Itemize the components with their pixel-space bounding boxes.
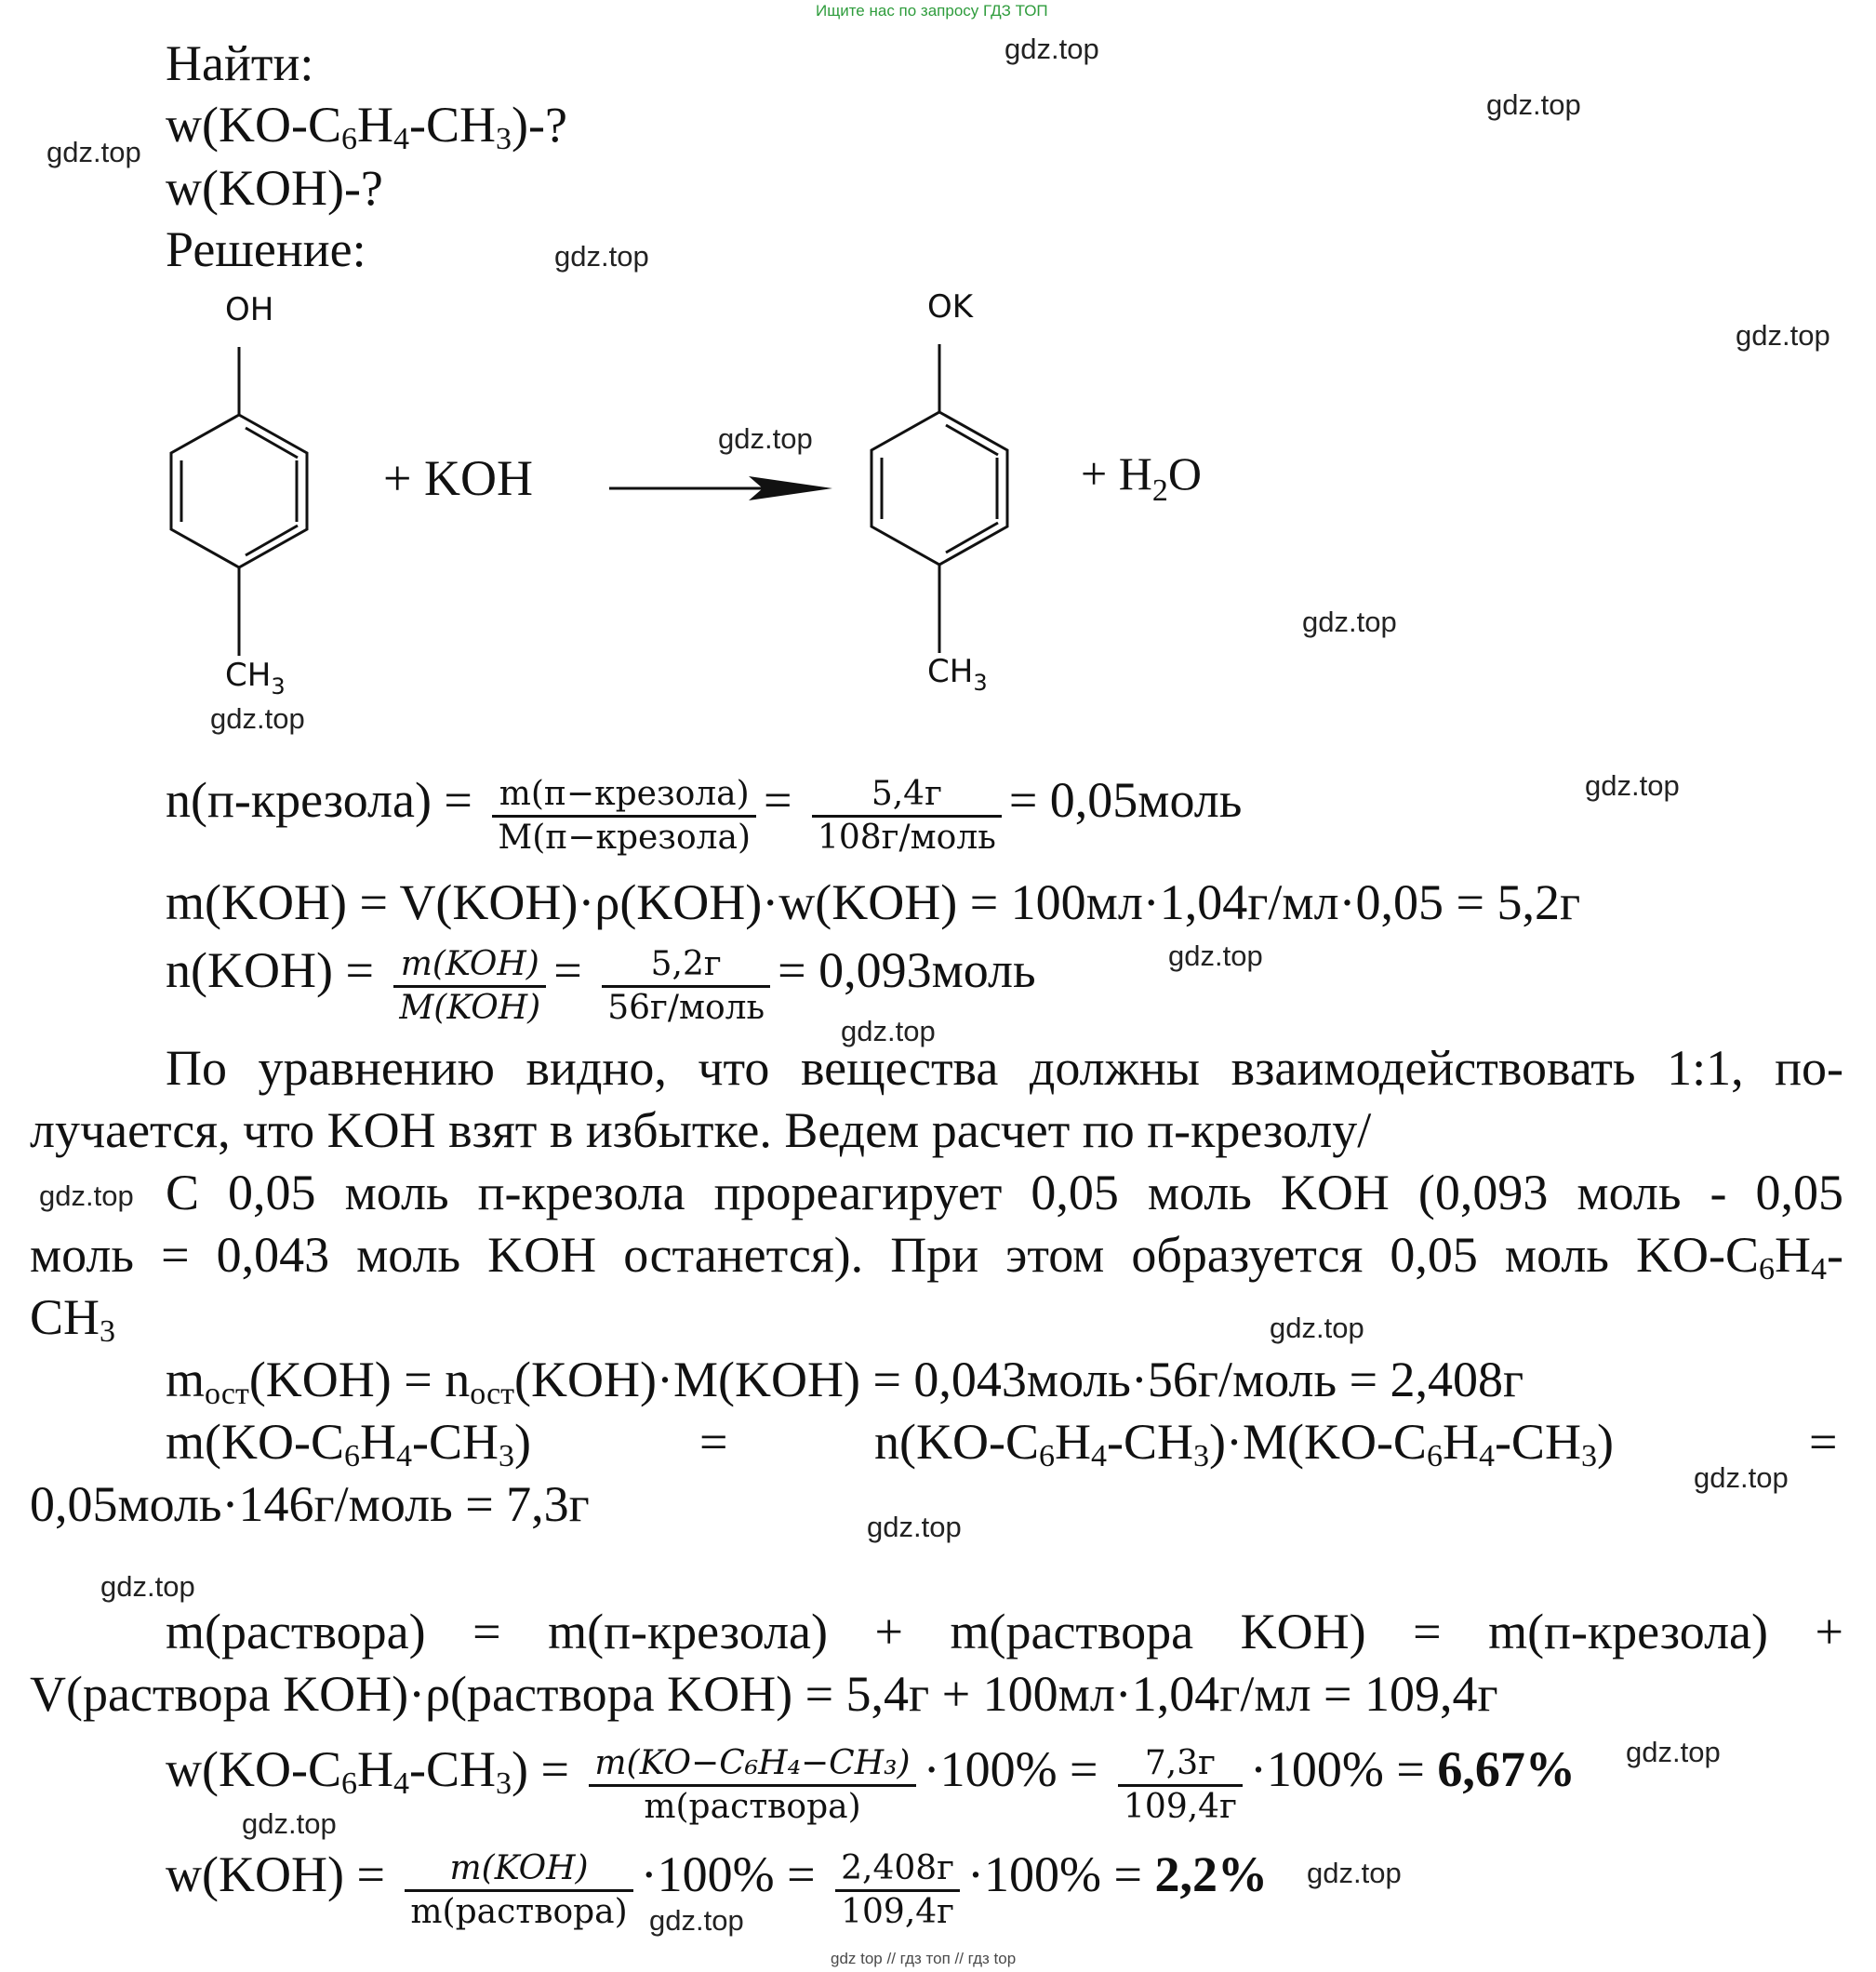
equation-m-solution-line1: m(раствора) = m(п-крезола) + m(раствора KOH) = m(п-крезола) + xyxy=(166,1604,1843,1659)
product-ok-label: OK xyxy=(927,288,974,326)
reaction-arrow xyxy=(609,476,832,500)
watermark: gdz.top xyxy=(1302,606,1397,638)
equation-m-product-line1-right: $n(KO-C_6H_4-CH_3)\cdot M(KO-C_6H_4-CH_3)$ xyxy=(874,1414,1614,1473)
watermark: gdz.top xyxy=(39,1179,134,1212)
watermark: gdz.top xyxy=(867,1511,962,1543)
equation-m-product-line2: 0,05моль·146г/моль = 7,3г xyxy=(30,1476,590,1532)
equation-m-solution-line2: V(раствора KOH)·ρ(раствора KOH) = 5,4г + 100мл·1,04г/мл = 109,4г xyxy=(30,1666,1498,1722)
result-w-koh: 2,2% xyxy=(1154,1846,1268,1902)
watermark: gdz.top xyxy=(554,240,649,273)
watermark: gdz.top xyxy=(47,136,141,168)
equation-m-product-equals-end: = xyxy=(1809,1414,1838,1470)
watermark: gdz.top xyxy=(718,422,813,455)
reactant-oh-label: OH xyxy=(225,291,274,328)
find-heading: Найти: xyxy=(166,35,314,91)
potassium-p-cresolate-structure xyxy=(871,344,1007,653)
watermark: gdz.top xyxy=(1694,1461,1789,1494)
solution-heading: Решение: xyxy=(166,221,366,277)
equation-m-koh: m(KOH) = V(KOH)·ρ(KOH)·w(KOH) = 100мл·1,04г/мл·0,05 = 5,2г xyxy=(166,874,1581,930)
watermark: gdz.top xyxy=(210,702,305,735)
find-question-2: w(KOH)-? xyxy=(166,160,383,216)
footer-note: gdz top // гдз топ // гдз top xyxy=(831,1950,1017,1967)
paragraph-reaction-amounts: С 0,05 моль п-крезола прореагирует 0,05 моль KOH (0,093 моль - 0,05 моль = 0,043 моль KOH останется). При этом образуется 0,05 моль $KO-C_6H_4-$ $CH_3$ xyxy=(30,1165,1843,1349)
watermark: gdz.top xyxy=(1585,769,1680,802)
watermark: gdz.top xyxy=(1307,1857,1402,1889)
paragraph-excess: По уравнению видно, что вещества должны взаимодействовать 1:1, по- лучается, что KOH взят в избытке. Ведем расчет по п-крезолу/ xyxy=(30,1040,1843,1158)
find-question-1: $w(KO-C_6H_4-CH_3)-$? xyxy=(166,97,567,156)
watermark: gdz.top xyxy=(1736,319,1830,352)
equation-w-koh: w(KOH) = $\frac{\text{m(KOH)}}{\text{m(раствора)}}$ ·100% = $\frac{2,408г}{109,4г}$ ·100% = 2,2% xyxy=(166,1846,1268,1931)
watermark: gdz.top xyxy=(1168,939,1263,972)
plus-koh: + KOH xyxy=(383,450,533,506)
equation-m-product-equals: = xyxy=(699,1414,728,1470)
watermark: gdz.top xyxy=(1005,33,1099,65)
plus-water: + $H_2O$ xyxy=(1081,447,1202,508)
equation-w-product: $w(KO-C_6H_4-CH_3)$ = $\frac{\text{m(KO−C₆H₄−CH₃)}}{\text{m(раствора)}}$ ·100% = $\frac{7,3г}{109,4г}$ ·100% = 6,67% xyxy=(166,1741,1576,1826)
equation-m-product-line1-left: $m(KO-C_6H_4-CH_3)$ xyxy=(166,1414,531,1473)
p-cresol-structure xyxy=(171,347,307,656)
watermark: gdz.top xyxy=(100,1570,195,1603)
watermark: gdz.top xyxy=(1626,1736,1721,1768)
reactant-ch3-label: $CH_3$ xyxy=(225,657,286,700)
watermark: gdz.top xyxy=(1270,1312,1364,1344)
result-w-product: 6,67% xyxy=(1437,1741,1576,1797)
watermark: gdz.top xyxy=(242,1807,337,1840)
reaction-scheme xyxy=(0,279,1302,707)
equation-n-koh: n(KOH) = $\frac{\text{m(KOH)}}{\text{M(KOH)}}$ = $\frac{5,2г}{\text{56г/моль}}$ = 0,093моль xyxy=(166,942,1036,1027)
product-ch3-label: $CH_3$ xyxy=(927,653,988,696)
top-search-note: Ищите нас по запросу ГДЗ ТОП xyxy=(816,2,1048,20)
watermark: gdz.top xyxy=(841,1015,936,1047)
equation-n-cresol: n(п-крезола) = $\frac{\text{m(п−крезола)}}{\text{M(п−крезола)}}$ = $\frac{5,4г}{\text{108г/моль}}$ = 0,05моль xyxy=(166,772,1243,857)
watermark: gdz.top xyxy=(1486,88,1581,121)
watermark: gdz.top xyxy=(649,1904,744,1937)
equation-m-remaining-koh: $m_{ост}(KOH) = n_{ост}(KOH)\cdot M(KOH)$ = 0,043моль·56г/моль = 2,408г xyxy=(166,1352,1524,1411)
